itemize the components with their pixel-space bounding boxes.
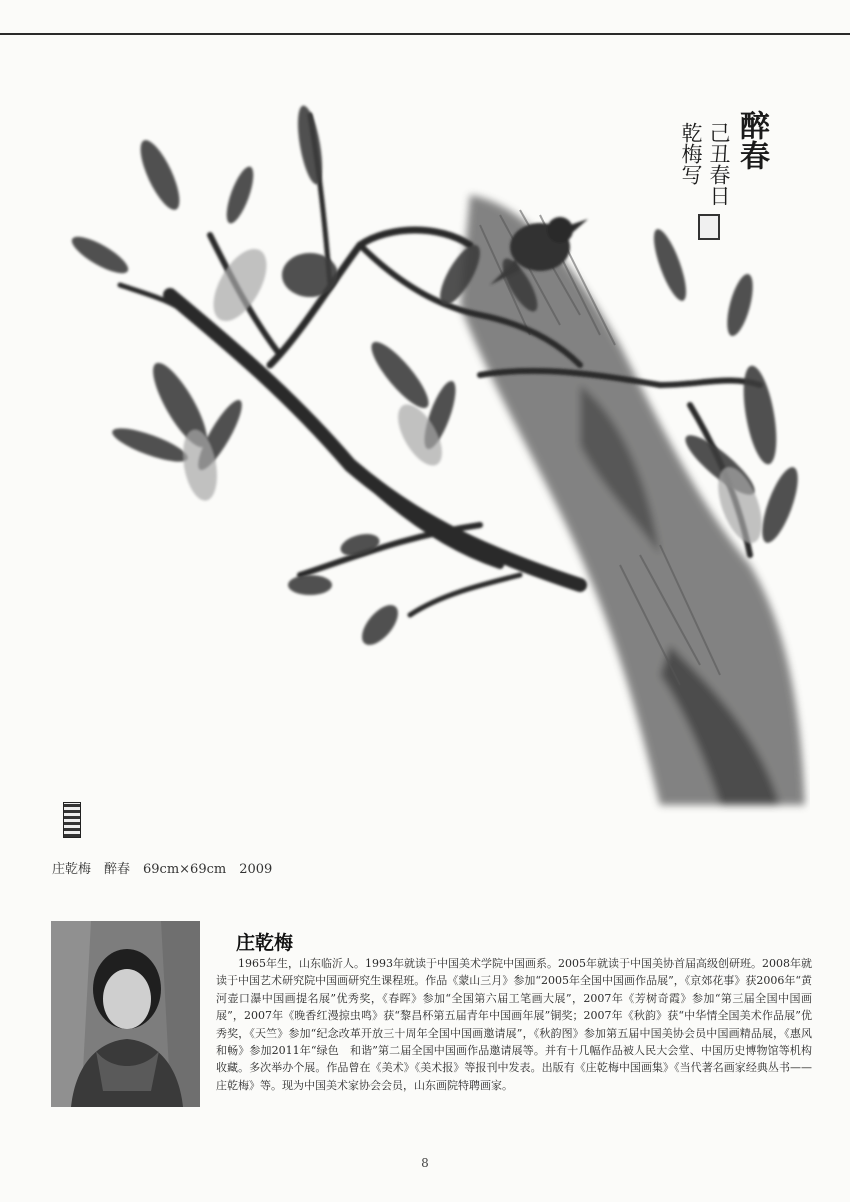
- inscription-date: [708, 122, 729, 206]
- inscription-title: [734, 110, 769, 170]
- inscription-signature: [680, 122, 701, 185]
- inscription-title-text: 醉春: [734, 110, 769, 170]
- magnolia-bird-painting: [60, 85, 810, 825]
- artist-name: 庄乾梅: [236, 932, 294, 954]
- page-number: 8: [421, 1156, 429, 1170]
- artist-seal: [698, 214, 720, 240]
- artist-bio: 1965年生，山东临沂人。1993年就读于中国美术学院中国画系。2005年就读于中国美协首届高级创研班。2008年就读于中国艺术研究院中国画研究生课程班。作品《蒙山三月》参加“2005年全国中国画作品展”，《京郊花事》获2006年“黄河壶口瀑中国画提名展”优秀奖，《春晖》参加“全国第六届工笔画大展”，2007年《芳树奇霞》参加“第三届全国中国画展”，2007年《晚香红漫掠虫鸣》获“黎昌杯第五届青年中国画年展”铜奖；2007年《秋韵》获“中华情全国美术作品展”优秀奖，《天竺》参加“纪念改革开放三十周年全国中国画邀请展”，《秋韵图》参加第五届中国美协会员中国画精品展，《惠风和畅》参加2011年“绿色 和谐”第二届全国中国画作品邀请展等。并有十几幅作品被人民大会堂、中国历史博物馆等机构收藏。多次举办个展。作品曾在《美术》《美术报》等报刊中发表。出版有《庄乾梅中国画集》《当代著名画家经典丛书——庄乾梅》等。现为中国美术家协会会员，山东画院特聘画家。: [216, 957, 812, 1092]
- corner-seal: [63, 802, 81, 838]
- inscription-signature-text: 乾梅写: [679, 122, 703, 185]
- portrait-graphic: [51, 921, 200, 1107]
- artwork-caption: 庄乾梅 醉春 69cm×69cm 2009: [52, 862, 273, 877]
- inscription-date-text: 己丑春日: [707, 122, 731, 206]
- artist-portrait: [51, 921, 200, 1107]
- top-rule: [0, 33, 850, 35]
